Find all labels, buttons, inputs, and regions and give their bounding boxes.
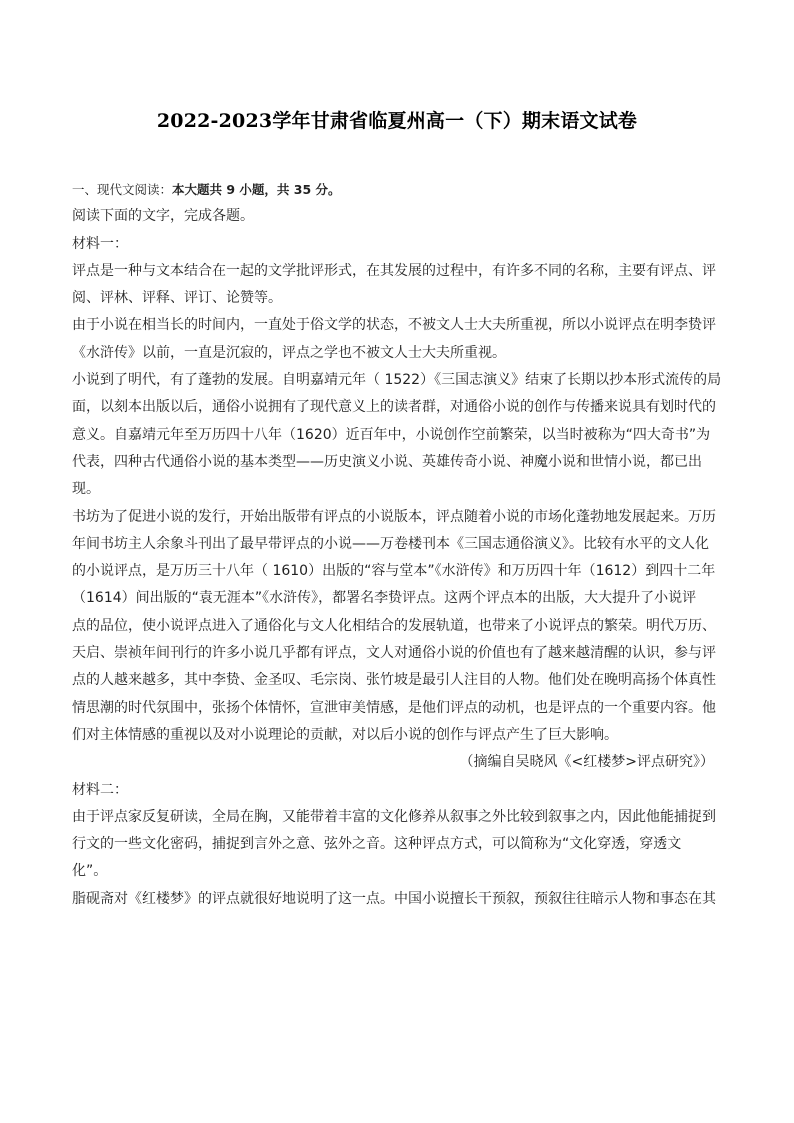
paragraph-line: 小说到了明代，有了蓬勃的发展。自明嘉靖元年（ 1522）《三国志演义》结束了长期以抄本形式流传的局	[72, 372, 722, 389]
paragraph-line: 《水浒传》以前，一直是沉寂的，评点之学也不被文人士大夫所重视。	[72, 344, 506, 361]
paragraph-line: 点的品位，使小说评点进入了通俗化与文人化相结合的发展轨道，也带来了小说评点的繁荣。明代万历、	[72, 617, 716, 634]
section-heading	[72, 176, 722, 203]
source-citation: （摘编自吴晓风《<红楼梦>评点研究》）	[459, 754, 714, 771]
paragraph-line: 情思潮的时代氛围中，张扬个体情怀，宣泄审美情感，是他们评点的动机，也是评点的一个重要内容。他	[72, 699, 716, 716]
section-heading-prefix: 一、现代文阅读：	[72, 182, 173, 197]
paragraph-line: 行文的一些文化密码，捕捉到言外之意、弦外之音。这种评点方式，可以简称为“文化穿透，穿透文	[72, 836, 682, 853]
paragraph-line: （1614）间出版的“袁无涯本”《水浒传》，都署名李贽评点。这两个评点本的出版，大大提升了小说评	[72, 590, 697, 607]
paragraph-line: 点的人越来越多，其中李贽、金圣叹、毛宗岗、张竹坡是最引人注目的人物。他们处在晚明高扬个体真性	[72, 672, 716, 689]
material-label: 材料二：	[72, 781, 128, 798]
material-label: 材料一：	[72, 235, 128, 252]
paragraph-line: 意义。自嘉靖元年至万历四十八年（1620）近百年中，小说创作空前繁荣，以当时被称为“四大奇书”为	[72, 426, 711, 443]
paragraph-line: 阅读下面的文字，完成各题。	[72, 208, 254, 225]
paragraph-line: 年间书坊主人余象斗刊出了最早带评点的小说——万卷楼刊本《三国志通俗演义》。比较有水平的文人化	[72, 535, 709, 552]
document-title: 2022-2023学年甘肃省临夏州高一（下）期末语文试卷	[156, 110, 638, 132]
document-body	[72, 176, 722, 913]
paragraph-line: 阅、评林、评释、评订、论赞等。	[72, 290, 282, 307]
paragraph-line: 书坊为了促进小说的发行，开始出版带有评点的小说版本，评点随着小说的市场化蓬勃地发展起来。万历	[72, 508, 716, 525]
paragraph-line: 天启、崇祯年间刊行的许多小说几乎都有评点，文人对通俗小说的价值也有了越来越清醒的认识，参与评	[72, 645, 716, 662]
paragraph-line: 的小说评点，是万历三十八年（ 1610）出版的“容与堂本”《水浒传》和万历四十年（1612）到四十二年	[72, 563, 716, 580]
paragraph-line: 们对主体情感的重视以及对小说理论的贡献，对以后小说的创作与评点产生了巨大影响。	[72, 726, 618, 743]
paragraph-line: 现。	[72, 481, 100, 498]
paragraph-line: 代表，四种古代通俗小说的基本类型——历史演义小说、英雄传奇小说、神魔小说和世情小说，都已出	[72, 453, 702, 470]
paragraph-line: 化”。	[72, 863, 108, 880]
paragraph-line: 由于评点家反复研读，全局在胸，又能带着丰富的文化修养从叙事之外比较到叙事之内，因此他能捕捉到	[72, 808, 716, 825]
section-heading-score: 本大题共 9 小题，共 35 分。	[172, 182, 341, 197]
paragraph-line: 脂砚斋对《红楼梦》的评点就很好地说明了这一点。中国小说擅长干预叙，预叙往往暗示人物和事态在其	[72, 890, 716, 907]
paragraph-line: 评点是一种与文本结合在一起的文学批评形式，在其发展的过程中，有许多不同的名称，主要有评点、评	[72, 262, 716, 279]
paragraph-line: 由于小说在相当长的时间内，一直处于俗文学的状态，不被文人士大夫所重视，所以小说评点在明李贽评	[72, 317, 716, 334]
paragraph-line: 面，以刻本出版以后，通俗小说拥有了现代意义上的读者群，对通俗小说的创作与传播来说具有划时代的	[72, 399, 716, 416]
